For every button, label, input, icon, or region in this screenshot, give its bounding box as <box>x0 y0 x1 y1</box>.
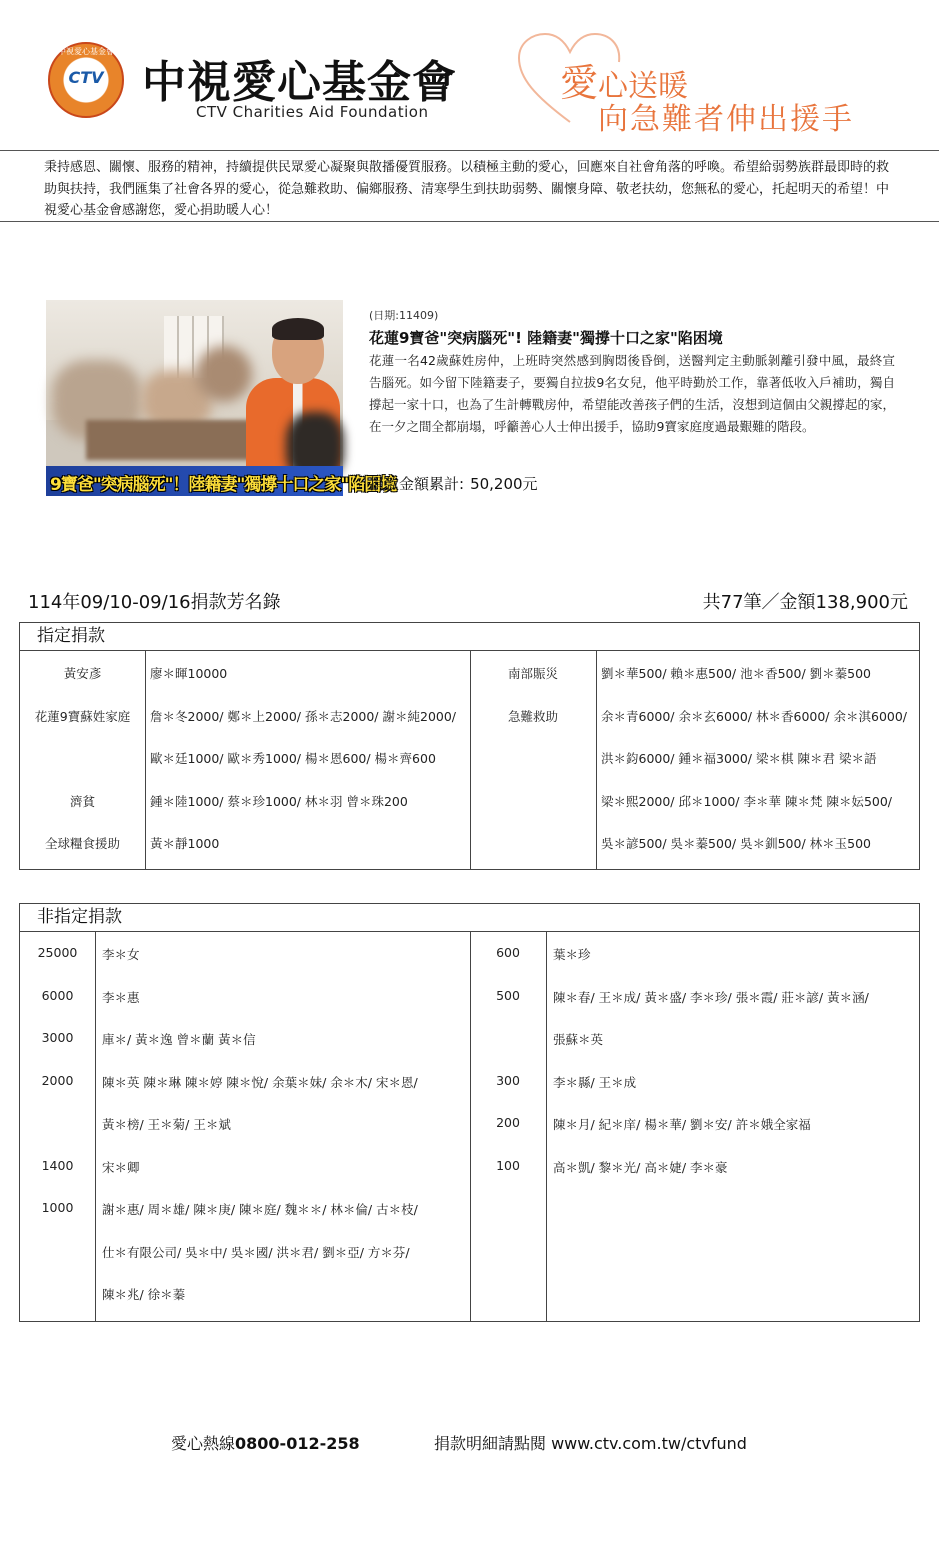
logo-ring-text: 中視愛心基金會 <box>58 47 114 56</box>
general-left-names: 宋＊卿 <box>102 1159 140 1175</box>
designated-left-names: 黃＊靜1000 <box>150 836 220 851</box>
designated-left-label: 濟貧 <box>69 793 95 809</box>
designated-right-names: 劉＊華500/ 賴＊惠500/ 池＊香500/ 劉＊蓁500 <box>601 666 871 681</box>
period-summary: 共77筆／金額138,900元 <box>702 592 908 613</box>
org-name-en: CTV Charities Aid Foundation <box>196 103 429 121</box>
designated-left-label: 全球糧食援助 <box>44 836 120 851</box>
designated-left-names: 詹＊冬2000/ 鄭＊上2000/ 孫＊志2000/ 謝＊純2000/ <box>150 708 457 724</box>
general-left-label: 2000 <box>41 1072 74 1088</box>
general-left-names: 陳＊兆/ 徐＊蓁 <box>102 1287 186 1302</box>
general-right-names: 陳＊春/ 王＊成/ 黃＊盛/ 李＊珍/ 張＊霞/ 莊＊諺/ 黃＊涵/ <box>553 989 869 1005</box>
general-left-label: 3000 <box>41 1030 74 1045</box>
story-photo <box>46 300 397 496</box>
slogan-line-2: 向急難者伸出援手 <box>598 102 854 137</box>
story-title: 花蓮9寶爸"突病腦死"! 陸籍妻"獨撐十口之家"陷困境 <box>369 329 723 347</box>
period-title: 114年09/10-09/16捐款芳名錄 <box>28 592 281 613</box>
general-right-label: 600 <box>496 945 520 960</box>
designated-left-names: 廖＊暉10000 <box>150 666 228 681</box>
general-right-label: 200 <box>496 1115 520 1130</box>
donation-detail-link[interactable]: 捐款明細請點閱 www.ctv.com.tw/ctvfund <box>434 1434 747 1453</box>
designated-right-names: 吳＊諺500/ 吳＊蓁500/ 吳＊釧500/ 林＊玉500 <box>601 836 871 851</box>
designated-right-label: 急難救助 <box>507 708 558 724</box>
general-right-names: 張蘇＊英 <box>553 1032 604 1047</box>
general-left-label: 6000 <box>41 987 74 1003</box>
designated-right-label: 南部賑災 <box>507 666 558 681</box>
org-name: 中視愛心基金會 <box>142 57 457 108</box>
divider <box>0 221 939 222</box>
designated-left-label: 黃安彥 <box>63 666 102 681</box>
general-table <box>20 932 919 1321</box>
general-left-names: 謝＊惠/ 周＊雄/ 陳＊庚/ 陳＊庭/ 魏＊＊/ 林＊倫/ 古＊枝/ <box>102 1202 418 1217</box>
story-date: (日期:11409) <box>369 309 439 322</box>
hotline-label: 愛心熱線 <box>171 1434 236 1453</box>
general-title: 非指定捐款 <box>20 904 919 932</box>
general-right-names: 葉＊珍 <box>553 947 591 962</box>
designated-left-names: 歐＊廷1000/ 歐＊秀1000/ 楊＊恩600/ 楊＊齊600 <box>150 751 436 766</box>
slogan-line-1-big: 愛 <box>560 61 599 105</box>
general-right-label: 100 <box>496 1157 520 1173</box>
designated-right-names: 洪＊鈞6000/ 鍾＊福3000/ 梁＊棋 陳＊君 梁＊語 <box>601 751 877 766</box>
designated-right-names: 余＊青6000/ 余＊玄6000/ 林＊香6000/ 余＊淇6000/ <box>601 708 908 724</box>
general-left-label: 25000 <box>37 945 78 960</box>
general-section <box>19 903 920 1322</box>
general-right-label: 500 <box>496 987 520 1003</box>
logo-mark: CTV <box>68 68 104 87</box>
ctv-logo-icon <box>48 42 124 118</box>
general-left-label: 1400 <box>41 1157 74 1173</box>
general-left-names: 李＊女 <box>102 947 140 962</box>
story-total <box>369 473 538 494</box>
designated-section <box>19 622 920 870</box>
general-right-names: 李＊縣/ 王＊成 <box>553 1074 637 1090</box>
slogan-line-1-rest: 心送暖 <box>598 69 689 104</box>
general-right-names: 陳＊月/ 紀＊庠/ 楊＊華/ 劉＊安/ 許＊娥全家福 <box>553 1117 811 1132</box>
mission-statement: 秉持感恩、關懷、服務的精神，持續提供民眾愛心凝聚與散播優質服務。以積極主動的愛心，回應來自社會角落的呼喚。希望給弱勢族群最即時的救助與扶持，我們匯集了社會各界的愛心，從急難救助、偏鄉服務、清寒學生到扶助弱勢、關懷身障、敬老扶幼，您無私的愛心，托起明天的希望！中視愛心基金會感謝您，愛心捐助暖人心！ <box>44 160 890 218</box>
hotline-number: 0800-012-258 <box>235 1434 360 1453</box>
story-photo-caption: 9寶爸"突病腦死"！陸籍妻"獨撐十口之家"陷困境 <box>46 466 343 496</box>
header <box>0 0 939 150</box>
general-left-names: 李＊惠 <box>102 989 140 1005</box>
story-total-value: 50,200元 <box>470 475 538 493</box>
general-left-names: 仕＊有限公司/ 吳＊中/ 吳＊國/ 洪＊君/ 劉＊亞/ 方＊芬/ <box>102 1244 410 1260</box>
general-right-names: 高＊凱/ 黎＊光/ 高＊婕/ 李＊豪 <box>553 1159 728 1175</box>
general-left-names: 庫＊/ 黃＊逸 曾＊蘭 黃＊信 <box>102 1032 256 1047</box>
designated-title: 指定捐款 <box>20 623 919 651</box>
divider <box>0 150 939 151</box>
general-left-names: 陳＊英 陳＊琳 陳＊婷 陳＊悅/ 余葉＊妹/ 余＊木/ 宋＊恩/ <box>102 1074 418 1090</box>
hotline <box>171 1431 360 1454</box>
designated-left-names: 鍾＊陸1000/ 蔡＊珍1000/ 林＊羽 曾＊珠200 <box>150 793 408 809</box>
general-left-names: 黃＊榜/ 王＊菊/ 王＊斌 <box>102 1117 231 1132</box>
general-right-label: 300 <box>496 1072 520 1088</box>
story-body: 花蓮一名42歲蘇姓房仲，上班時突然感到胸悶後昏倒，送醫判定主動脈剝離引發中風，最終宣告腦死。如今留下陸籍妻子，要獨自拉拔9名女兒，他平時勤於工作，靠著低收入戶補助，獨自撐起一家十口，也為了生計轉戰房仲，希望能改善孩子們的生活，沒想到這個由父親撐起的家，在一夕之間全都崩塌，呼籲善心人士伸出援手，協助9寶家庭度過最艱難的階段。 <box>369 353 895 434</box>
general-left-label: 1000 <box>41 1200 74 1215</box>
designated-right-names: 梁＊熙2000/ 邱＊1000/ 李＊華 陳＊梵 陳＊妘500/ <box>601 793 893 809</box>
story-total-label: 捐款金額累計: <box>369 475 465 493</box>
designated-left-label: 花蓮9寶蘇姓家庭 <box>34 708 131 724</box>
designated-table <box>20 651 919 869</box>
